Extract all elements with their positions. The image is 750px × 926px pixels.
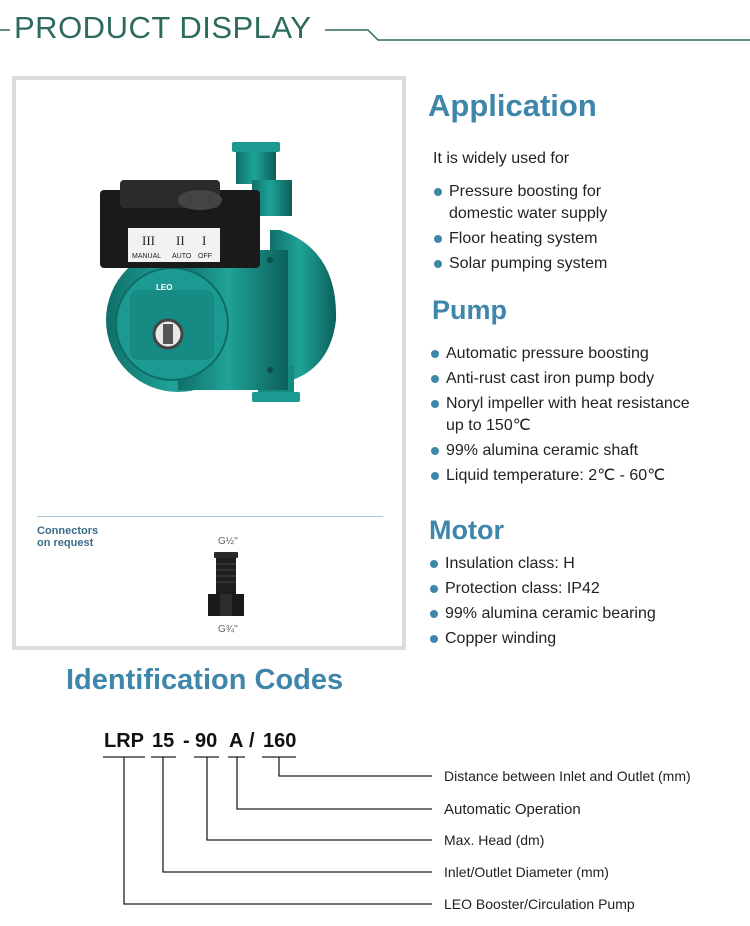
- list-item: 99% alumina ceramic shaft: [430, 440, 740, 462]
- selector-label-i: I: [202, 233, 207, 248]
- pump-heading: Pump: [432, 295, 508, 325]
- code-distance: 160: [263, 730, 297, 752]
- selector-mode-manual: MANUAL: [132, 253, 162, 260]
- connectors-note: Connectors on request: [37, 525, 99, 549]
- code-diameter: 15: [152, 730, 175, 752]
- identification-heading: Identification Codes: [66, 664, 344, 696]
- code-auto: A: [229, 730, 244, 752]
- list-item: Protection class: IP42: [429, 578, 729, 600]
- list-item: Noryl impeller with heat resistance up to 150℃: [430, 393, 740, 437]
- connector-size-top: G½": [218, 536, 238, 547]
- application-heading: Application: [428, 88, 597, 123]
- list-item: Automatic pressure boosting: [430, 343, 740, 365]
- code-desc-head: Max. Head (dm): [444, 832, 545, 848]
- selector-mode-off: OFF: [198, 253, 212, 260]
- selector-mode-auto: AUTO: [172, 253, 192, 260]
- list-item: Insulation class: H: [429, 553, 729, 575]
- motor-heading: Motor: [429, 515, 504, 545]
- code-dash: -: [183, 730, 190, 752]
- brand-logo: LEO: [156, 283, 173, 292]
- list-item: Liquid temperature: 2℃ - 60℃: [430, 465, 740, 487]
- list-item: Copper winding: [429, 628, 729, 650]
- code-desc-pump: LEO Booster/Circulation Pump: [444, 896, 635, 912]
- code-lrp: LRP: [104, 730, 144, 752]
- connector-size-bottom: G¾": [218, 624, 238, 635]
- list-item: Solar pumping system: [433, 253, 733, 275]
- selector-label-ii: II: [176, 233, 185, 248]
- selector-label-iii: III: [142, 233, 155, 248]
- page-title: PRODUCT DISPLAY: [14, 10, 312, 45]
- application-intro: It is widely used for: [433, 150, 570, 167]
- code-desc-automatic: Automatic Operation: [444, 801, 581, 818]
- list-item: Pressure boosting for domestic water supply: [433, 181, 733, 225]
- list-item: Floor heating system: [433, 228, 733, 250]
- list-item: Anti-rust cast iron pump body: [430, 368, 740, 390]
- code-desc-distance: Distance between Inlet and Outlet (mm): [444, 768, 691, 784]
- code-desc-diameter: Inlet/Outlet Diameter (mm): [444, 864, 609, 880]
- code-head: 90: [195, 730, 218, 752]
- list-item: 99% alumina ceramic bearing: [429, 603, 729, 625]
- code-slash: /: [249, 730, 255, 752]
